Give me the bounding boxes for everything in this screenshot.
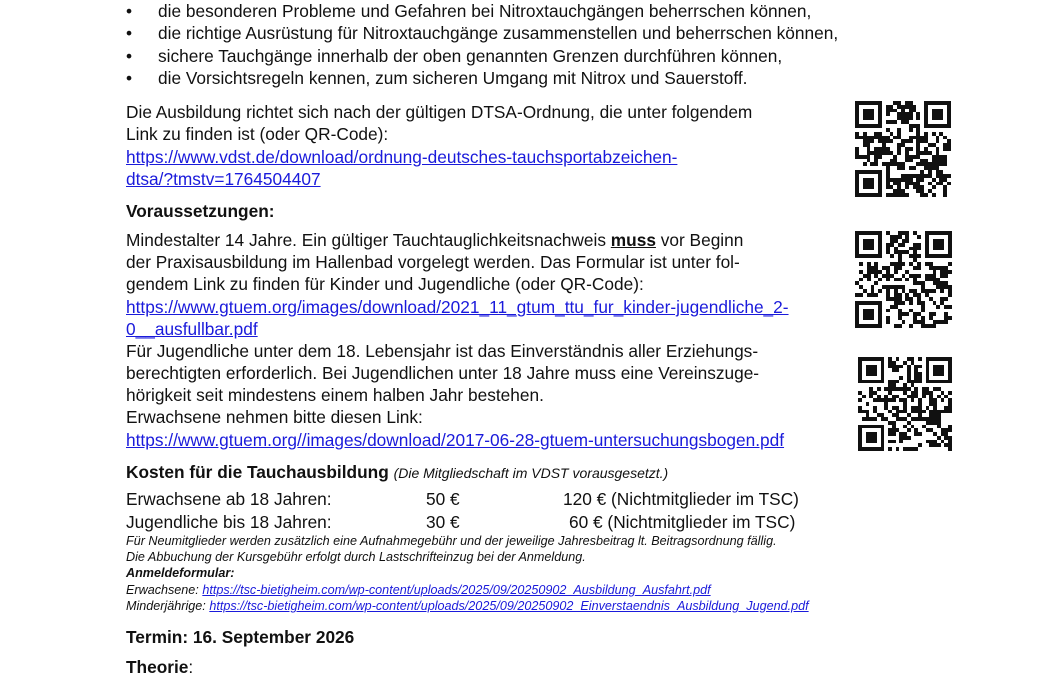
- theorie-label: Theorie: [126, 657, 189, 677]
- erwachsene-label: Erwachsene:: [126, 583, 203, 597]
- dtsa-link-cont[interactable]: dtsa/?tmstv=1764504407: [126, 169, 321, 189]
- colon: :: [188, 657, 194, 677]
- bullet: •: [126, 46, 133, 66]
- gtuem-kinder-link-cont[interactable]: 0__ausfullbar.pdf: [126, 319, 258, 339]
- voraussetzungen-heading: Voraussetzungen:: [126, 201, 275, 221]
- requirements-text: der Praxisausbildung im Hallenbad vorgelegt werden. Das Formular ist unter fol-: [126, 252, 740, 272]
- requirements-text: gendem Link zu finden für Kinder und Jugendliche (oder QR-Code):: [126, 274, 644, 294]
- bullet: •: [126, 68, 133, 88]
- cost-nonmember: 120 € (Nichtmitglieder im TSC): [563, 489, 799, 509]
- bullet-text: sichere Tauchgänge innerhalb der oben genannten Grenzen durchführen können,: [158, 46, 783, 66]
- cost-member: 30 €: [426, 512, 460, 532]
- cost-label: Erwachsene ab 18 Jahren:: [126, 489, 332, 509]
- fee-note: Die Abbuchung der Kursgebühr erfolgt durch Lastschrifteinzug bei der Anmeldung.: [126, 550, 586, 564]
- bullet-text: die richtige Ausrüstung für Nitroxtauchgänge zusammenstellen und beherrschen können,: [158, 23, 839, 43]
- dtsa-text: Die Ausbildung richtet sich nach der gültigen DTSA-Ordnung, die unter folgendem: [126, 102, 753, 122]
- qr-code-gtuem-kinder: [855, 231, 952, 328]
- kosten-heading-line: [126, 461, 668, 484]
- gtuem-erwachsene-link[interactable]: https://www.gtuem.org//images/download/2017-06-28-gtuem-untersuchungsbogen.pdf: [126, 430, 785, 450]
- bullet-text: die Vorsichtsregeln kennen, zum sicheren Umgang mit Nitrox und Sauerstoff.: [158, 68, 748, 88]
- requirements-text: [126, 229, 743, 251]
- erwachsene-text: Erwachsene nehmen bitte diesen Link:: [126, 407, 423, 427]
- gtuem-kinder-link[interactable]: https://www.gtuem.org/images/download/2021_11_gtum_ttu_fur_kinder-jugendliche_2-: [126, 297, 789, 317]
- bullet: •: [126, 23, 133, 43]
- cost-nonmember: 60 € (Nichtmitglieder im TSC): [569, 512, 796, 532]
- anmeldung-erwachsene-link[interactable]: https://tsc-bietigheim.com/wp-content/uploads/2025/09/20250902_Ausbildung_Ausfahrt.pdf: [202, 583, 711, 597]
- kosten-heading: Kosten für die Tauchausbildung: [126, 462, 389, 482]
- bullet: •: [126, 1, 133, 21]
- termin: Termin: 16. September 2026: [126, 627, 355, 647]
- cost-row: [126, 511, 926, 533]
- jugend-text: hörigkeit seit mindestens einem halben Jahr bestehen.: [126, 385, 544, 405]
- minderjaehrige-label: Minderjährige:: [126, 599, 210, 613]
- cost-row: [126, 488, 926, 510]
- fee-note: Für Neumitglieder werden zusätzlich eine Aufnahmegebühr und der jeweilige Jahresbeitrag lt. Beitragsordnung fällig.: [126, 534, 777, 548]
- dtsa-link[interactable]: https://www.vdst.de/download/ordnung-deutsches-tauchsportabzeichen-: [126, 147, 678, 167]
- dtsa-text: Link zu finden ist (oder QR-Code):: [126, 124, 389, 144]
- bullet-text: die besonderen Probleme und Gefahren bei Nitroxtauchgängen beherrschen können,: [158, 1, 812, 21]
- cost-label: Jugendliche bis 18 Jahren:: [126, 512, 332, 532]
- jugend-text: Für Jugendliche unter dem 18. Lebensjahr ist das Einverständnis aller Erziehungs-: [126, 341, 759, 361]
- text: Mindestalter 14 Jahre. Ein gültiger Tauchtauglichkeitsnachweis: [126, 230, 611, 250]
- kosten-note: (Die Mitgliedschaft im VDST vorausgesetzt.): [393, 465, 669, 481]
- qr-code-dtsa: [855, 101, 951, 197]
- emphasis-muss: muss: [610, 230, 656, 250]
- jugend-text: berechtigten erforderlich. Bei Jugendlichen unter 18 Jahre muss eine Vereinszuge-: [126, 363, 760, 383]
- anmeldeformular-heading: Anmeldeformular:: [126, 566, 235, 580]
- cost-member: 50 €: [426, 489, 460, 509]
- text: vor Beginn: [655, 230, 744, 250]
- anmeldung-jugend-link[interactable]: https://tsc-bietigheim.com/wp-content/uploads/2025/09/20250902_Einverstaendnis_Ausbildung_Jugend.pdf: [209, 599, 809, 613]
- qr-code-gtuem-erwachsene: [858, 357, 952, 451]
